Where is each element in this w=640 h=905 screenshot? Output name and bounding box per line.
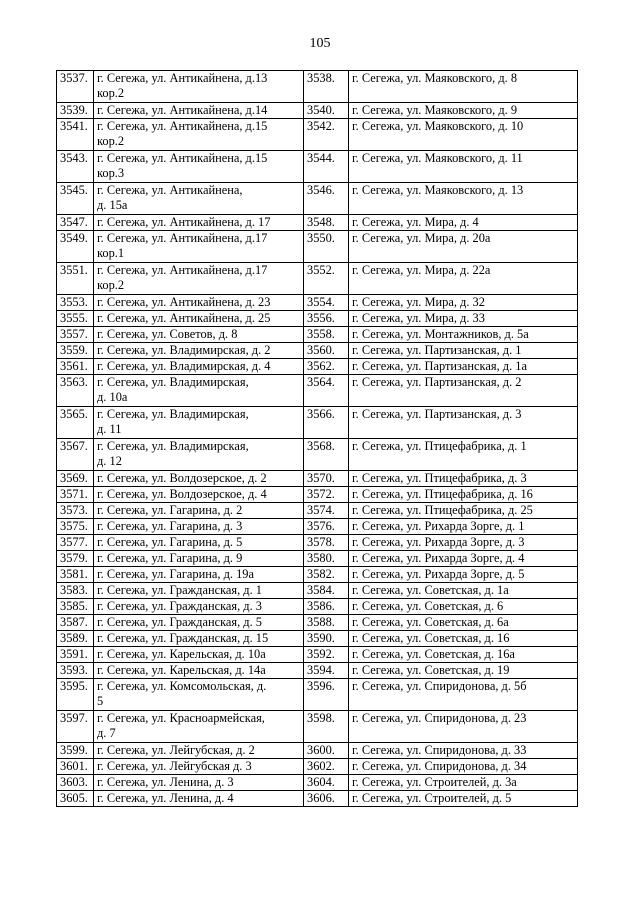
address-left xyxy=(94,359,304,375)
row-number-left: 3585. xyxy=(57,599,94,615)
address-right xyxy=(349,343,578,359)
address-left xyxy=(94,407,304,439)
table-row xyxy=(57,151,578,183)
address-line: г. Сегежа, ул. Советская, д. 6а xyxy=(352,615,509,629)
address-line: кор.2 xyxy=(97,86,125,100)
address-line: г. Сегежа, ул. Рихарда Зорге, д. 4 xyxy=(352,551,525,565)
row-number-right: 3602. xyxy=(304,759,349,775)
table-row xyxy=(57,471,578,487)
row-number-right: 3556. xyxy=(304,311,349,327)
row-number-left: 3557. xyxy=(57,327,94,343)
row-number-right: 3576. xyxy=(304,519,349,535)
address-line: г. Сегежа, ул. Партизанская, д. 1 xyxy=(352,343,522,357)
row-number-left: 3573. xyxy=(57,503,94,519)
address-line: г. Сегежа, ул. Антикайнена, д. 25 xyxy=(97,311,271,325)
address-line: кор.2 xyxy=(97,278,125,292)
row-number-left: 3577. xyxy=(57,535,94,551)
address-line: г. Сегежа, ул. Птицефабрика, д. 1 xyxy=(352,439,527,453)
row-number-left: 3583. xyxy=(57,583,94,599)
address-line: г. Сегежа, ул. Советов, д. 8 xyxy=(97,327,238,341)
address-line: г. Сегежа, ул. Волдозерское, д. 2 xyxy=(97,471,267,485)
address-line: д. 10а xyxy=(97,390,128,404)
address-line: г. Сегежа, ул. Гражданская, д. 15 xyxy=(97,631,269,645)
address-left xyxy=(94,263,304,295)
address-line: г. Сегежа, ул. Гагарина, д. 9 xyxy=(97,551,243,565)
page-number: 105 xyxy=(309,36,331,51)
address-line: г. Сегежа, ул. Маяковского, д. 10 xyxy=(352,119,524,133)
table-row xyxy=(57,711,578,743)
table-row xyxy=(57,599,578,615)
row-number-left: 3543. xyxy=(57,151,94,183)
row-number-left: 3571. xyxy=(57,487,94,503)
address-left xyxy=(94,151,304,183)
address-line: г. Сегежа, ул. Карельская, д. 14а xyxy=(97,663,266,677)
address-line: кор.2 xyxy=(97,134,125,148)
address-left xyxy=(94,487,304,503)
address-line: г. Сегежа, ул. Антикайнена, д. 17 xyxy=(97,215,271,229)
address-left xyxy=(94,343,304,359)
address-right xyxy=(349,263,578,295)
address-left xyxy=(94,519,304,535)
address-left xyxy=(94,327,304,343)
address-left xyxy=(94,615,304,631)
row-number-left: 3595. xyxy=(57,679,94,711)
address-line: г. Сегежа, ул. Гражданская, д. 1 xyxy=(97,583,262,597)
address-line: г. Сегежа, ул. Строителей, д. 3а xyxy=(352,775,517,789)
row-number-left: 3581. xyxy=(57,567,94,583)
address-line: г. Сегежа, ул. Гражданская, д. 5 xyxy=(97,615,262,629)
address-line: г. Сегежа, ул. Советская, д. 1а xyxy=(352,583,509,597)
row-number-right: 3596. xyxy=(304,679,349,711)
address-right xyxy=(349,487,578,503)
row-number-right: 3544. xyxy=(304,151,349,183)
row-number-left: 3559. xyxy=(57,343,94,359)
address-line: г. Сегежа, ул. Маяковского, д. 11 xyxy=(352,151,523,165)
table-row xyxy=(57,119,578,151)
address-right xyxy=(349,535,578,551)
row-number-right: 3548. xyxy=(304,215,349,231)
row-number-right: 3542. xyxy=(304,119,349,151)
address-line: г. Сегежа, ул. Партизанская, д. 2 xyxy=(352,375,522,389)
row-number-right: 3588. xyxy=(304,615,349,631)
address-line: г. Сегежа, ул. Гагарина, д. 19а xyxy=(97,567,254,581)
row-number-left: 3589. xyxy=(57,631,94,647)
address-right xyxy=(349,119,578,151)
address-line: г. Сегежа, ул. Советская, д. 16 xyxy=(352,631,510,645)
table-row xyxy=(57,327,578,343)
row-number-left: 3569. xyxy=(57,471,94,487)
address-line: г. Сегежа, ул. Гражданская, д. 3 xyxy=(97,599,262,613)
address-line: д. 12 xyxy=(97,454,122,468)
address-line: г. Сегежа, ул. Мира, д. 20а xyxy=(352,231,491,245)
address-left xyxy=(94,215,304,231)
row-number-right: 3578. xyxy=(304,535,349,551)
row-number-left: 3591. xyxy=(57,647,94,663)
address-line: г. Сегежа, ул. Спиридонова, д. 23 xyxy=(352,711,527,725)
address-right xyxy=(349,407,578,439)
address-line: 5 xyxy=(97,694,104,708)
address-line: г. Сегежа, ул. Владимирская, д. 4 xyxy=(97,359,271,373)
address-line: кор.1 xyxy=(97,246,125,260)
row-number-left: 3587. xyxy=(57,615,94,631)
table-row xyxy=(57,535,578,551)
address-line: г. Сегежа, ул. Ленина, д. 4 xyxy=(97,791,234,805)
table-row xyxy=(57,583,578,599)
address-line: г. Сегежа, ул. Спиридонова, д. 34 xyxy=(352,759,527,773)
address-line: г. Сегежа, ул. Комсомольская, д. xyxy=(97,679,267,693)
row-number-right: 3582. xyxy=(304,567,349,583)
address-line: г. Сегежа, ул. Советская, д. 6 xyxy=(352,599,504,613)
address-line: г. Сегежа, ул. Владимирская, xyxy=(97,407,249,421)
address-right xyxy=(349,791,578,807)
table-row xyxy=(57,311,578,327)
address-left xyxy=(94,583,304,599)
table-row xyxy=(57,375,578,407)
address-right xyxy=(349,71,578,103)
address-line: кор.3 xyxy=(97,166,125,180)
address-right xyxy=(349,599,578,615)
address-left xyxy=(94,439,304,471)
address-left xyxy=(94,471,304,487)
address-right xyxy=(349,375,578,407)
address-line: г. Сегежа, ул. Советская, д. 19 xyxy=(352,663,510,677)
address-line: д. 15а xyxy=(97,198,128,212)
address-line: г. Сегежа, ул. Антикайнена, xyxy=(97,183,243,197)
address-right xyxy=(349,663,578,679)
address-left xyxy=(94,759,304,775)
address-line: г. Сегежа, ул. Маяковского, д. 9 xyxy=(352,103,518,117)
address-right xyxy=(349,151,578,183)
row-number-right: 3568. xyxy=(304,439,349,471)
address-line: г. Сегежа, ул. Лейгубская д. 3 xyxy=(97,759,252,773)
address-line: г. Сегежа, ул. Строителей, д. 5 xyxy=(352,791,512,805)
address-line: г. Сегежа, ул. Антикайнена, д.17 xyxy=(97,231,268,245)
address-right xyxy=(349,615,578,631)
address-right xyxy=(349,583,578,599)
row-number-left: 3575. xyxy=(57,519,94,535)
address-right xyxy=(349,439,578,471)
address-line: г. Сегежа, ул. Владимирская, xyxy=(97,375,249,389)
row-number-left: 3551. xyxy=(57,263,94,295)
address-line: г. Сегежа, ул. Владимирская, xyxy=(97,439,249,453)
address-line: г. Сегежа, ул. Партизанская, д. 3 xyxy=(352,407,522,421)
address-line: г. Сегежа, ул. Антикайнена, д. 23 xyxy=(97,295,271,309)
row-number-right: 3606. xyxy=(304,791,349,807)
address-line: г. Сегежа, ул. Мира, д. 33 xyxy=(352,311,485,325)
address-left xyxy=(94,231,304,263)
address-left xyxy=(94,631,304,647)
table-row xyxy=(57,183,578,215)
row-number-left: 3541. xyxy=(57,119,94,151)
row-number-left: 3601. xyxy=(57,759,94,775)
address-right xyxy=(349,231,578,263)
row-number-right: 3574. xyxy=(304,503,349,519)
address-line: г. Сегежа, ул. Антикайнена, д.15 xyxy=(97,119,268,133)
address-left xyxy=(94,71,304,103)
address-line: г. Сегежа, ул. Владимирская, д. 2 xyxy=(97,343,271,357)
address-right xyxy=(349,503,578,519)
table-row xyxy=(57,567,578,583)
row-number-right: 3592. xyxy=(304,647,349,663)
address-left xyxy=(94,599,304,615)
address-line: г. Сегежа, ул. Маяковского, д. 8 xyxy=(352,71,518,85)
address-right xyxy=(349,759,578,775)
row-number-right: 3572. xyxy=(304,487,349,503)
address-line: г. Сегежа, ул. Монтажников, д. 5а xyxy=(352,327,529,341)
address-line: г. Сегежа, ул. Спиридонова, д. 33 xyxy=(352,743,527,757)
row-number-right: 3546. xyxy=(304,183,349,215)
address-right xyxy=(349,551,578,567)
address-right xyxy=(349,711,578,743)
table-row xyxy=(57,775,578,791)
address-line: г. Сегежа, ул. Антикайнена, д.17 xyxy=(97,263,268,277)
row-number-right: 3586. xyxy=(304,599,349,615)
table-row xyxy=(57,103,578,119)
address-left xyxy=(94,183,304,215)
address-left xyxy=(94,663,304,679)
row-number-right: 3598. xyxy=(304,711,349,743)
row-number-left: 3605. xyxy=(57,791,94,807)
address-line: г. Сегежа, ул. Маяковского, д. 13 xyxy=(352,183,524,197)
row-number-right: 3554. xyxy=(304,295,349,311)
address-right xyxy=(349,679,578,711)
address-line: г. Сегежа, ул. Птицефабрика, д. 3 xyxy=(352,471,527,485)
row-number-right: 3594. xyxy=(304,663,349,679)
address-line: г. Сегежа, ул. Антикайнена, д.15 xyxy=(97,151,268,165)
address-line: г. Сегежа, ул. Гагарина, д. 5 xyxy=(97,535,243,549)
table-row xyxy=(57,663,578,679)
row-number-left: 3545. xyxy=(57,183,94,215)
table-row xyxy=(57,503,578,519)
address-line: г. Сегежа, ул. Птицефабрика, д. 16 xyxy=(352,487,533,501)
table-row xyxy=(57,679,578,711)
table-row xyxy=(57,71,578,103)
address-line: д. 11 xyxy=(97,422,122,436)
address-left xyxy=(94,791,304,807)
row-number-right: 3604. xyxy=(304,775,349,791)
table-row xyxy=(57,759,578,775)
row-number-right: 3558. xyxy=(304,327,349,343)
address-left xyxy=(94,743,304,759)
table-row xyxy=(57,615,578,631)
address-line: д. 7 xyxy=(97,726,116,740)
row-number-left: 3567. xyxy=(57,439,94,471)
address-right xyxy=(349,183,578,215)
address-right xyxy=(349,359,578,375)
address-line: г. Сегежа, ул. Советская, д. 16а xyxy=(352,647,515,661)
table-row xyxy=(57,647,578,663)
address-right xyxy=(349,519,578,535)
address-line: г. Сегежа, ул. Антикайнена, д.13 xyxy=(97,71,268,85)
address-line: г. Сегежа, ул. Лейгубская, д. 2 xyxy=(97,743,255,757)
address-left xyxy=(94,535,304,551)
address-left xyxy=(94,775,304,791)
address-line: г. Сегежа, ул. Красноармейская, xyxy=(97,711,265,725)
address-line: г. Сегежа, ул. Рихарда Зорге, д. 3 xyxy=(352,535,525,549)
row-number-right: 3538. xyxy=(304,71,349,103)
address-line: г. Сегежа, ул. Гагарина, д. 2 xyxy=(97,503,243,517)
address-left xyxy=(94,375,304,407)
address-right xyxy=(349,471,578,487)
row-number-left: 3537. xyxy=(57,71,94,103)
table-row xyxy=(57,631,578,647)
table-row xyxy=(57,519,578,535)
address-right xyxy=(349,567,578,583)
address-left xyxy=(94,679,304,711)
row-number-left: 3547. xyxy=(57,215,94,231)
address-left xyxy=(94,119,304,151)
table-row xyxy=(57,343,578,359)
row-number-right: 3580. xyxy=(304,551,349,567)
address-left xyxy=(94,103,304,119)
address-table-body xyxy=(57,71,578,807)
row-number-left: 3553. xyxy=(57,295,94,311)
address-line: г. Сегежа, ул. Ленина, д. 3 xyxy=(97,775,234,789)
row-number-right: 3590. xyxy=(304,631,349,647)
address-line: г. Сегежа, ул. Рихарда Зорге, д. 5 xyxy=(352,567,525,581)
row-number-left: 3563. xyxy=(57,375,94,407)
address-line: г. Сегежа, ул. Волдозерское, д. 4 xyxy=(97,487,267,501)
address-right xyxy=(349,215,578,231)
address-line: г. Сегежа, ул. Спиридонова, д. 5б xyxy=(352,679,527,693)
row-number-left: 3593. xyxy=(57,663,94,679)
address-line: г. Сегежа, ул. Рихарда Зорге, д. 1 xyxy=(352,519,525,533)
address-left xyxy=(94,295,304,311)
table-row xyxy=(57,487,578,503)
address-line: г. Сегежа, ул. Мира, д. 22а xyxy=(352,263,491,277)
address-line: г. Сегежа, ул. Партизанская, д. 1а xyxy=(352,359,527,373)
table-row xyxy=(57,439,578,471)
row-number-right: 3570. xyxy=(304,471,349,487)
address-right xyxy=(349,103,578,119)
address-line: г. Сегежа, ул. Антикайнена, д.14 xyxy=(97,103,268,117)
address-line: г. Сегежа, ул. Птицефабрика, д. 25 xyxy=(352,503,533,517)
row-number-left: 3599. xyxy=(57,743,94,759)
row-number-right: 3540. xyxy=(304,103,349,119)
row-number-left: 3549. xyxy=(57,231,94,263)
address-table xyxy=(56,70,578,807)
address-left xyxy=(94,551,304,567)
address-right xyxy=(349,311,578,327)
address-line: г. Сегежа, ул. Мира, д. 32 xyxy=(352,295,485,309)
address-right xyxy=(349,743,578,759)
table-row xyxy=(57,295,578,311)
table-row xyxy=(57,551,578,567)
row-number-left: 3555. xyxy=(57,311,94,327)
address-left xyxy=(94,647,304,663)
row-number-right: 3600. xyxy=(304,743,349,759)
row-number-left: 3539. xyxy=(57,103,94,119)
row-number-right: 3566. xyxy=(304,407,349,439)
table-row xyxy=(57,215,578,231)
address-right xyxy=(349,631,578,647)
address-line: г. Сегежа, ул. Карельская, д. 10а xyxy=(97,647,266,661)
row-number-left: 3597. xyxy=(57,711,94,743)
address-left xyxy=(94,711,304,743)
address-right xyxy=(349,647,578,663)
row-number-right: 3560. xyxy=(304,343,349,359)
row-number-left: 3579. xyxy=(57,551,94,567)
table-row xyxy=(57,791,578,807)
table-row xyxy=(57,231,578,263)
address-right xyxy=(349,775,578,791)
address-left xyxy=(94,567,304,583)
address-right xyxy=(349,295,578,311)
address-left xyxy=(94,503,304,519)
table-row xyxy=(57,407,578,439)
table-row xyxy=(57,359,578,375)
table-row xyxy=(57,743,578,759)
table-row xyxy=(57,263,578,295)
row-number-right: 3584. xyxy=(304,583,349,599)
row-number-right: 3562. xyxy=(304,359,349,375)
row-number-left: 3603. xyxy=(57,775,94,791)
row-number-right: 3552. xyxy=(304,263,349,295)
address-right xyxy=(349,327,578,343)
row-number-right: 3564. xyxy=(304,375,349,407)
address-left xyxy=(94,311,304,327)
address-line: г. Сегежа, ул. Гагарина, д. 3 xyxy=(97,519,243,533)
row-number-right: 3550. xyxy=(304,231,349,263)
row-number-left: 3561. xyxy=(57,359,94,375)
row-number-left: 3565. xyxy=(57,407,94,439)
address-line: г. Сегежа, ул. Мира, д. 4 xyxy=(352,215,479,229)
